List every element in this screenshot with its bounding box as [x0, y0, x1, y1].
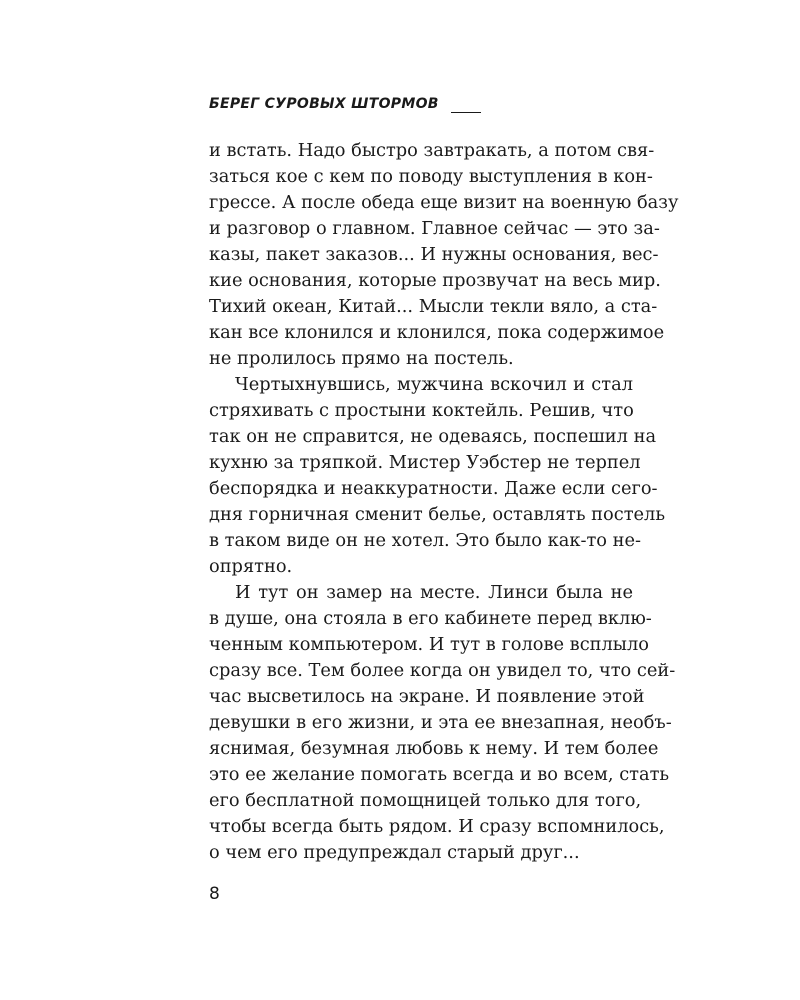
text-line: сразу все. Тем более когда он увидел то, что сей-	[209, 660, 676, 681]
text-line: не пролилось прямо на постель.	[209, 348, 514, 369]
text-line: И тут он замер на месте. Линси была не	[235, 582, 633, 603]
page-number: 8	[209, 884, 220, 904]
text-line: заться кое с кем по поводу выступления в кон-	[209, 166, 653, 187]
text-line: в душе, она стояла в его кабинете перед вклю-	[209, 608, 652, 629]
paragraph	[209, 372, 666, 580]
text-line: и встать. Надо быстро завтракать, а потом свя-	[209, 140, 655, 161]
text-line: кухню за тряпкой. Мистер Уэбстер не терпел	[209, 452, 641, 473]
text-line: дня горничная сменит белье, оставлять постель	[209, 504, 666, 525]
running-title: БЕРЕГ СУРОВЫХ ШТОРМОВ	[209, 96, 439, 112]
paragraph	[209, 138, 679, 372]
text-line: грессе. А после обеда еще визит на военную базу	[209, 192, 679, 213]
text-line: его бесплатной помощницей только для того,	[209, 790, 642, 811]
text-line: это ее желание помогать всегда и во всем, стать	[209, 764, 670, 785]
text-line: и разговор о главном. Главное сейчас — это за-	[209, 218, 660, 239]
text-line: стряхивать с простыни коктейль. Решив, что	[209, 400, 634, 421]
text-line: ченным компьютером. И тут в голове всплыло	[209, 634, 649, 655]
running-title-rule	[451, 112, 481, 113]
text-line: час высветилось на экране. И появление этой	[209, 686, 645, 707]
text-line: беспорядка и неаккуратности. Даже если сего-	[209, 478, 658, 499]
text-line: Тихий океан, Китай... Мысли текли вяло, а ста-	[209, 296, 658, 317]
text-line: кие основания, которые прозвучат на весь мир.	[209, 270, 661, 291]
paragraph	[209, 580, 676, 866]
text-line: о чем его предупреждал старый друг...	[209, 842, 580, 863]
text-line: в таком виде он не хотел. Это было как-то не-	[209, 530, 642, 551]
body-text	[209, 138, 679, 866]
text-line: Чертыхнувшись, мужчина вскочил и стал	[235, 374, 633, 395]
text-line: казы, пакет заказов... И нужны основания, вес-	[209, 244, 659, 265]
text-line: так он не справится, не одеваясь, поспешил на	[209, 426, 657, 447]
text-line: кан все клонился и клонился, пока содержимое	[209, 322, 665, 343]
text-line: девушки в его жизни, и эта ее внезапная, необъ-	[209, 712, 672, 733]
text-line: чтобы всегда быть рядом. И сразу вспомнилось,	[209, 816, 665, 837]
text-line: опрятно.	[209, 556, 293, 577]
text-line: яснимая, безумная любовь к нему. И тем более	[209, 738, 659, 759]
